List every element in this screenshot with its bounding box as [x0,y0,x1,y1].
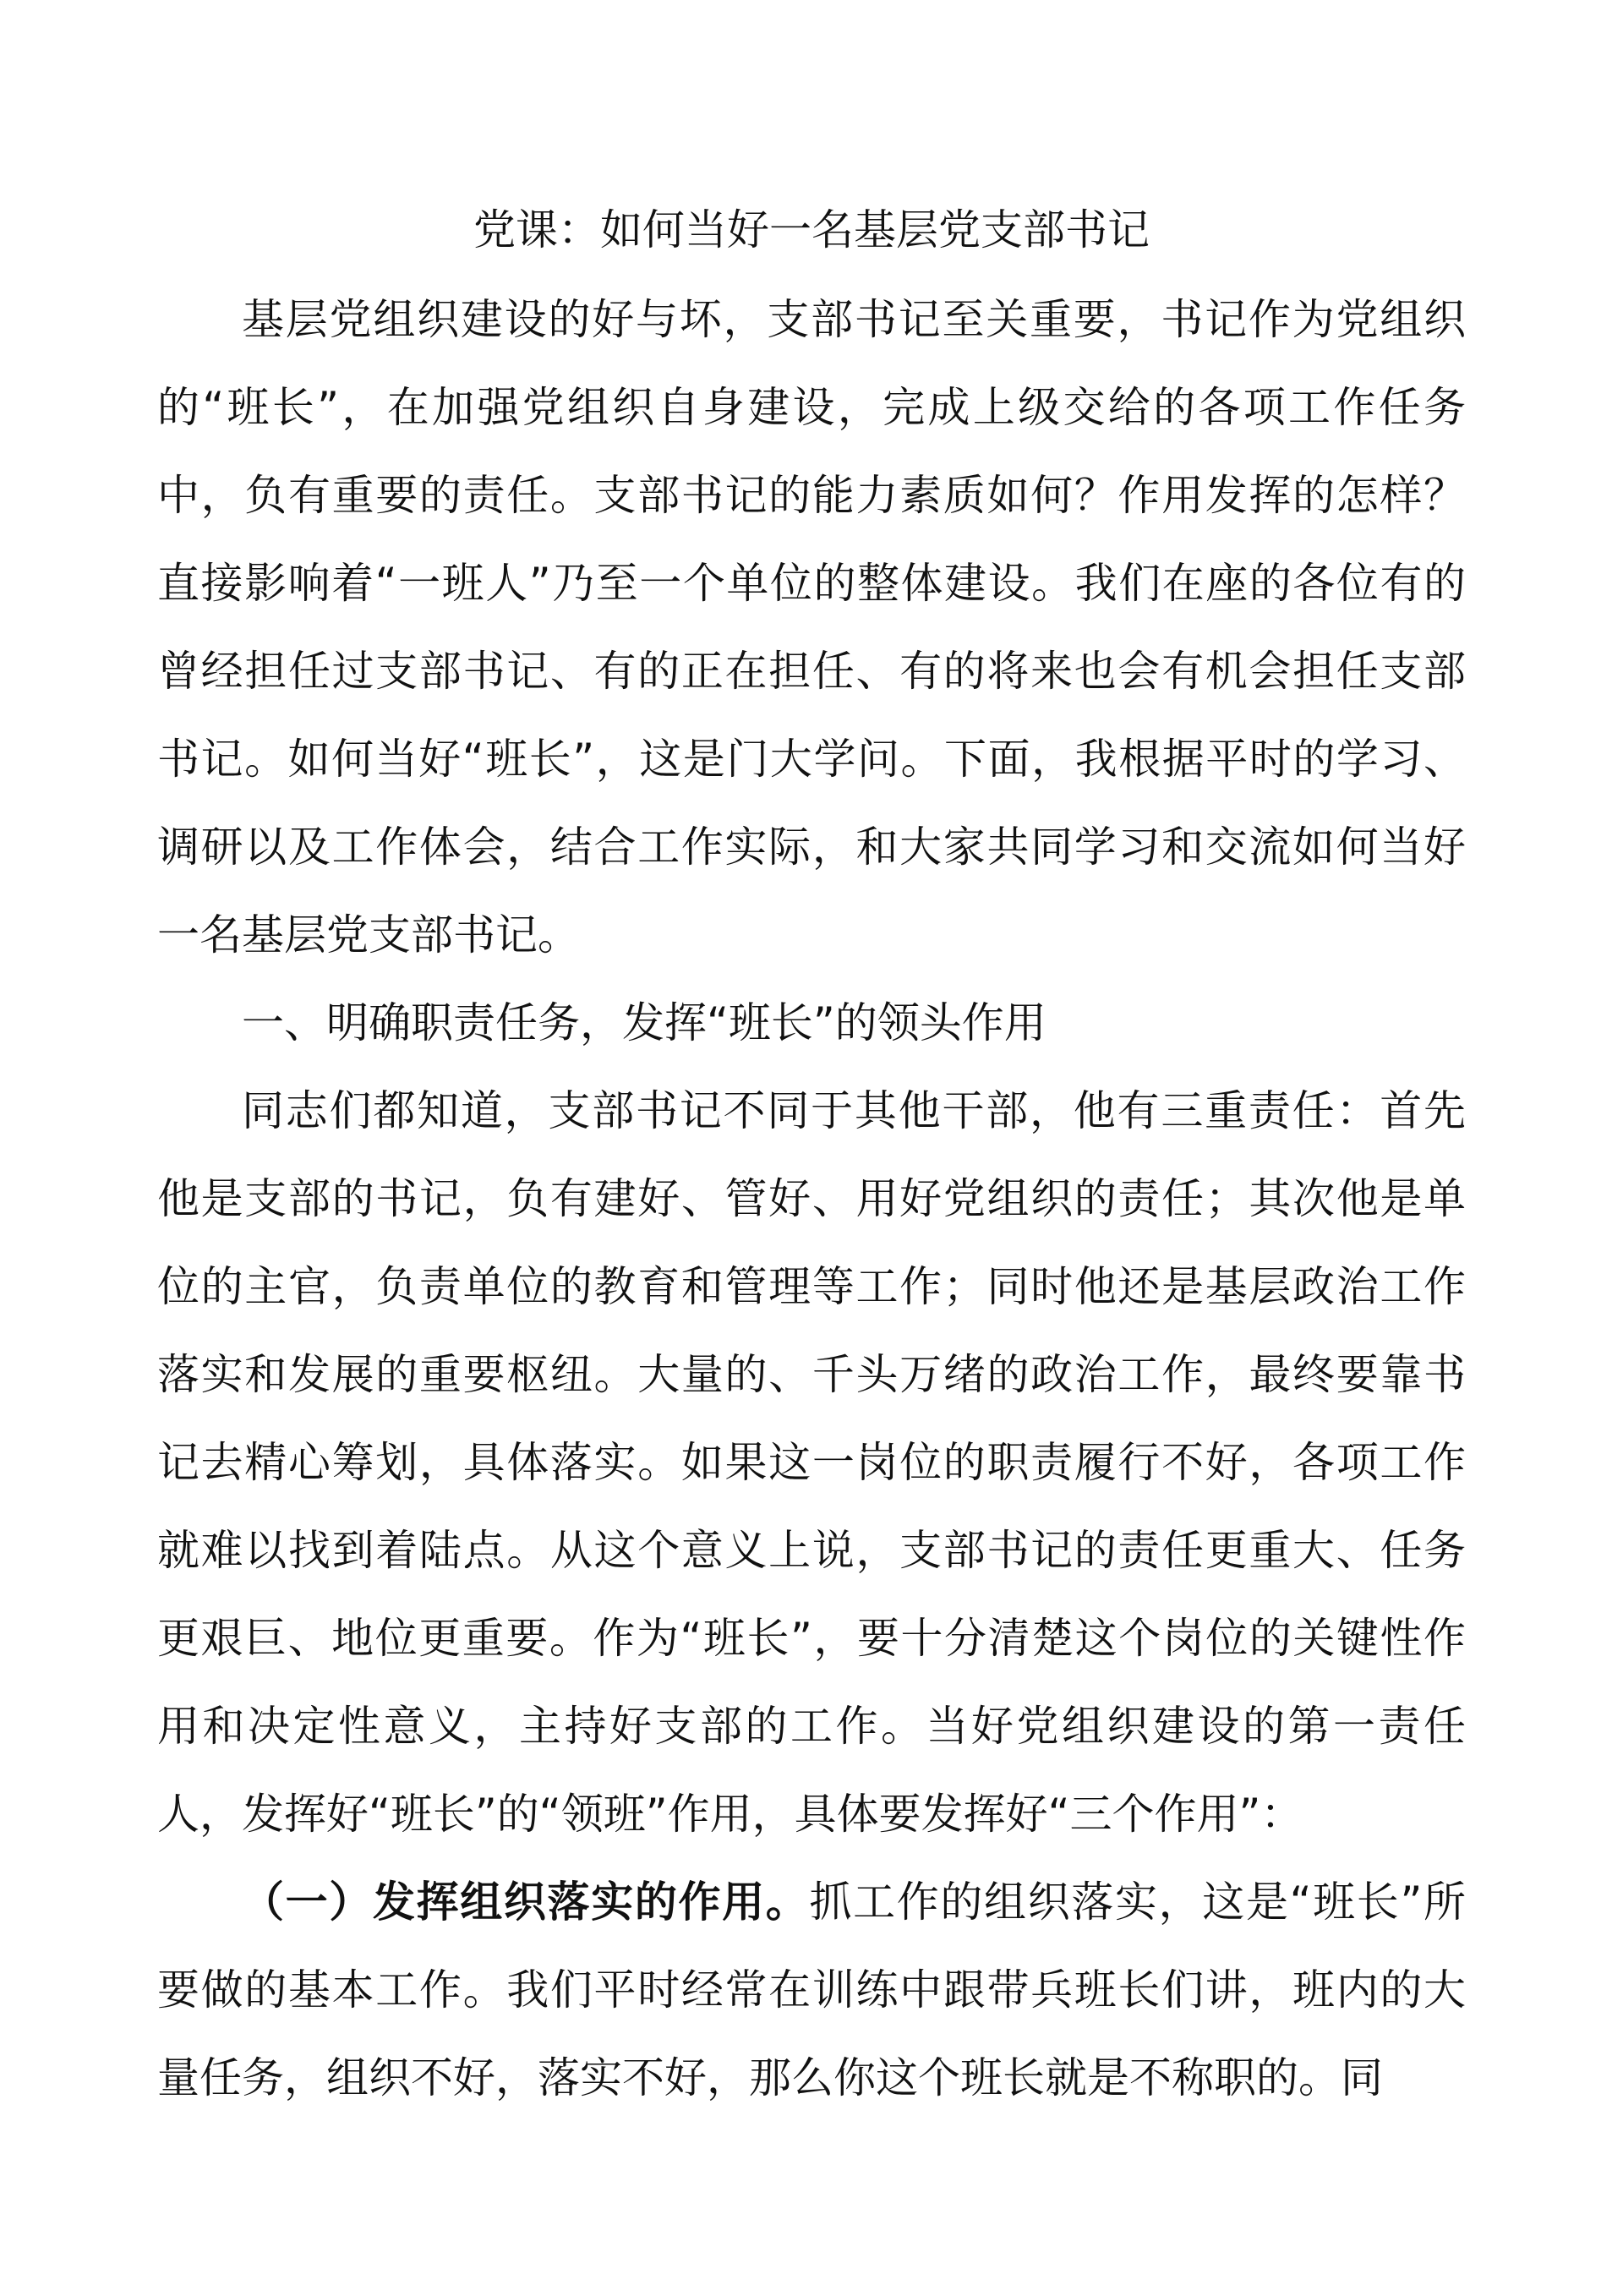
subsection-1-paragraph [157,1858,1466,2122]
section-1-paragraph: 同志们都知道，支部书记不同于其他干部，他有三重责任：首先他是支部的书记，负有建好、管好、用好党组织的责任；其次他是单位的主官，负责单位的教育和管理等工作；同时他还是基层政治工作落实和发展的重要枢纽。大量的、千头万绪的政治工作，最终要靠书记去精心筹划，具体落实。如果这一岗位的职责履行不好，各项工作就难以找到着陆点。从这个意义上说，支部书记的责任更重大、任务更艰巨、地位更重要。作为“班长”，要十分清楚这个岗位的关键性作用和决定性意义，主持好支部的工作。当好党组织建设的第一责任人，发挥好“班长”的“领班”作用，具体要发挥好“三个作用”： [157,1086,1466,1839]
document-page [157,188,1466,2122]
intro-paragraph: 基层党组织建设的好与坏，支部书记至关重要，书记作为党组织的“班长”，在加强党组织自身建设，完成上级交给的各项工作任务中，负有重要的责任。支部书记的能力素质如何？作用发挥的怎样？直接影响着“一班人”乃至一个单位的整体建设。我们在座的各位有的曾经担任过支部书记、有的正在担任、有的将来也会有机会担任支部书记。如何当好“班长”，这是门大学问。下面，我根据平时的学习、调研以及工作体会，结合工作实际，和大家共同学习和交流如何当好一名基层党支部书记。 [157,295,1466,959]
subsection-1-body: 抓工作的组织落实，这是“班长”所要做的基本工作。我们平时经常在训练中跟带兵班长们讲，班内的大量任务，组织不好，落实不好，那么你这个班长就是不称职的。同 [157,1878,1467,2102]
subsection-1-lead: （一）发挥组织落实的作用。 [242,1878,810,1927]
document-title: 党课：如何当好一名基层党支部书记 [473,205,1150,254]
section-1-heading: 一、明确职责任务，发挥“班长”的领头作用 [242,998,1046,1047]
